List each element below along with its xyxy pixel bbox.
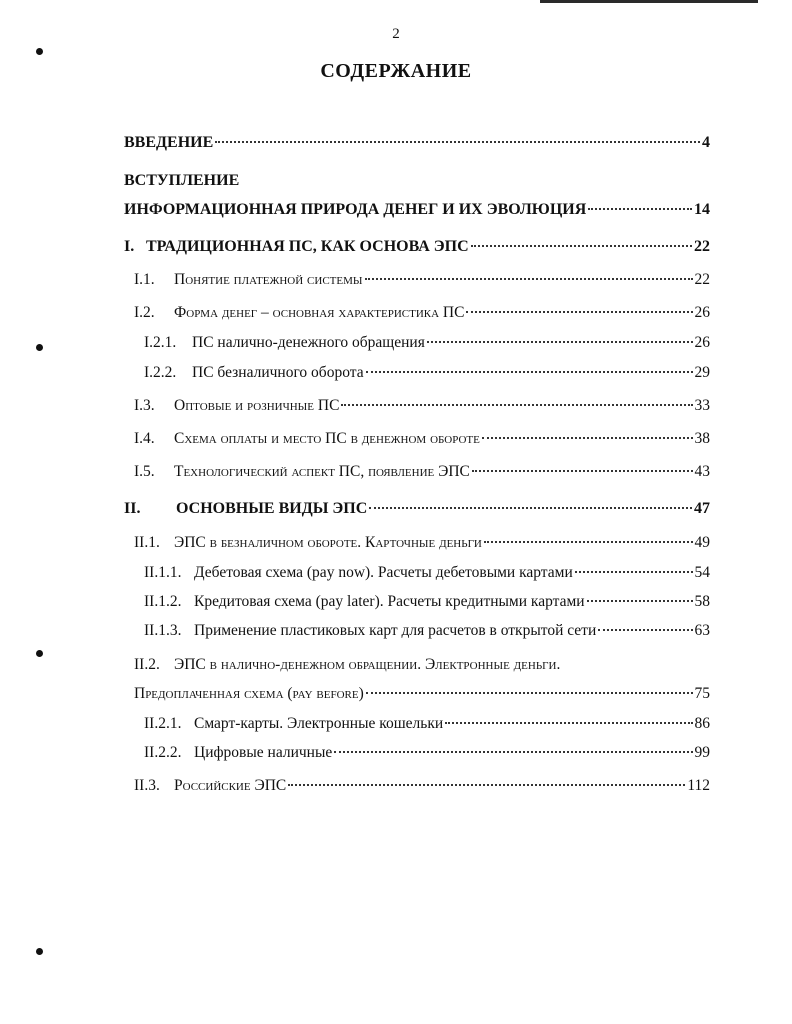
toc-entry-text: Оптовые и розничные ПС [174,397,340,414]
toc-entry-chapter-1[interactable] [124,238,710,256]
toc-entry-2-1[interactable] [134,534,710,552]
toc-entry-page: 63 [694,622,710,639]
toc-entry-2-2-2[interactable] [144,744,710,762]
toc-entry-page: 26 [694,304,710,321]
dot-leader [215,141,700,143]
toc-entry-number: II.1.1. [144,564,182,581]
dot-leader [341,404,692,406]
toc-entry-text: ПС безналичного оборота [192,364,364,381]
dot-leader [484,541,693,543]
toc-entry-page: 38 [694,430,710,447]
toc-entry-page: 54 [694,564,710,581]
toc-entry-text: ПС налично-денежного обращения [192,334,425,351]
toc-entry-2-3[interactable] [134,777,710,795]
dot-leader [366,692,693,694]
toc-entry-number: I.2. [134,304,155,321]
toc-entry-1-3[interactable] [134,397,710,415]
toc-entry-number: I.3. [134,397,155,414]
toc-entry-page: 43 [694,463,710,480]
toc-entry-text: ЭПС в безналичном обороте. Карточные деньги [174,534,482,551]
toc-entry-2-2-line1 [134,656,560,674]
toc-entry-page: 29 [694,364,710,381]
toc-entry-1-5[interactable] [134,463,710,481]
dot-leader [366,371,693,373]
toc-entry-2-1-2[interactable] [144,593,710,611]
toc-entry-text: Цифровые наличные [194,744,333,761]
toc-entry-text: Схема оплаты и место ПС в денежном обороте [174,430,480,447]
toc-entry-2-2[interactable] [134,685,710,703]
toc-entry-number: II.2.2. [144,744,182,761]
toc-entry-text: Предоплаченная схема (pay before) [134,685,364,702]
toc-entry-text: Кредитовая схема (pay later). Расчеты кредитными картами [194,593,585,610]
toc-entry-number: II.2.1. [144,715,182,732]
toc-entry-page: 99 [694,744,710,761]
dot-leader [471,245,692,247]
toc-entry-number: I.1. [134,271,155,288]
toc-entry-page: 58 [694,593,710,610]
toc-entry-text: ИНФОРМАЦИОННАЯ ПРИРОДА ДЕНЕГ И ИХ ЭВОЛЮЦИЯ [124,201,587,218]
toc-entry-text: Смарт-карты. Электронные кошельки [194,715,444,732]
toc-entry-text: ОСНОВНЫЕ ВИДЫ ЭПС [176,500,368,517]
toc-entry-number: I. [124,238,135,255]
toc-entry-text: Дебетовая схема (pay now). Расчеты дебетовыми картами [194,564,573,581]
toc-entry-text: Технологический аспект ПС, появление ЭПС [174,463,470,480]
toc-entry-text: Форма денег – основная характеристика ПС [174,304,465,321]
dot-leader [445,722,692,724]
toc-entry-text: Понятие платежной системы [174,271,363,288]
dot-leader [588,208,692,210]
dot-leader [288,784,685,786]
toc-entry-page: 22 [694,271,710,288]
toc-entry-page: 26 [694,334,710,351]
dot-leader [472,470,693,472]
toc-entry-page: 47 [694,500,710,517]
toc-entry-2-1-1[interactable] [144,564,710,582]
toc-entry-chapter-2[interactable] [124,500,710,518]
toc-entry-page: 33 [694,397,710,414]
toc-entry-number: I.5. [134,463,155,480]
toc-entry-1-2[interactable] [134,304,710,322]
toc-entry-number: I.2.1. [144,334,177,351]
toc-entry-number: II.1.3. [144,622,182,639]
toc-entry-page: 75 [694,685,710,702]
toc-entry-number: II.1.2. [144,593,182,610]
dot-leader [369,507,692,509]
toc-entry-number: I.4. [134,430,155,447]
dot-leader [587,600,693,602]
dot-leader [575,571,693,573]
toc-entry-number: II.1. [134,534,160,551]
toc-entry-number: II.2. [134,656,160,673]
toc-entry-1-4[interactable] [134,430,710,448]
toc-entry-2-1-3[interactable] [144,622,710,640]
toc-entry-1-2-2[interactable] [144,364,710,382]
toc-entry-page: 112 [687,777,710,794]
toc-entry-page: 14 [694,201,710,218]
toc-entry-preface[interactable] [124,201,710,219]
toc-entry-page: 4 [702,134,710,151]
toc-entry-text: ВВЕДЕНИЕ [124,134,214,151]
dot-leader [334,751,692,753]
toc-entry-number: II. [124,500,141,517]
toc-entry-1-1[interactable] [134,271,710,289]
dot-leader [427,341,693,343]
toc-entry-2-2-1[interactable] [144,715,710,733]
toc-entry-page: 49 [694,534,710,551]
toc-entry-text: ЭПС в налично-денежном обращении. Электронные деньги. [174,656,561,673]
dot-leader [482,437,693,439]
toc-entry-preface-line1: ВСТУПЛЕНИЕ [124,172,240,189]
page-number: 2 [392,26,400,42]
toc-entry-number: I.2.2. [144,364,177,381]
page-title: СОДЕРЖАНИЕ [320,60,472,82]
dot-leader [466,311,692,313]
toc-entry-page: 22 [694,238,710,255]
toc-entry-text: ТРАДИЦИОННАЯ ПС, КАК ОСНОВА ЭПС [146,238,469,255]
dot-leader [598,629,692,631]
toc-entry-text: Применение пластиковых карт для расчетов в открытой сети [194,622,597,639]
dot-leader [365,278,693,280]
toc-entry-1-2-1[interactable] [144,334,710,352]
toc-entry-introduction[interactable] [124,134,710,152]
toc-entry-text: Российские ЭПС [174,777,287,794]
toc-entry-page: 86 [694,715,710,732]
toc-entry-number: II.3. [134,777,160,794]
